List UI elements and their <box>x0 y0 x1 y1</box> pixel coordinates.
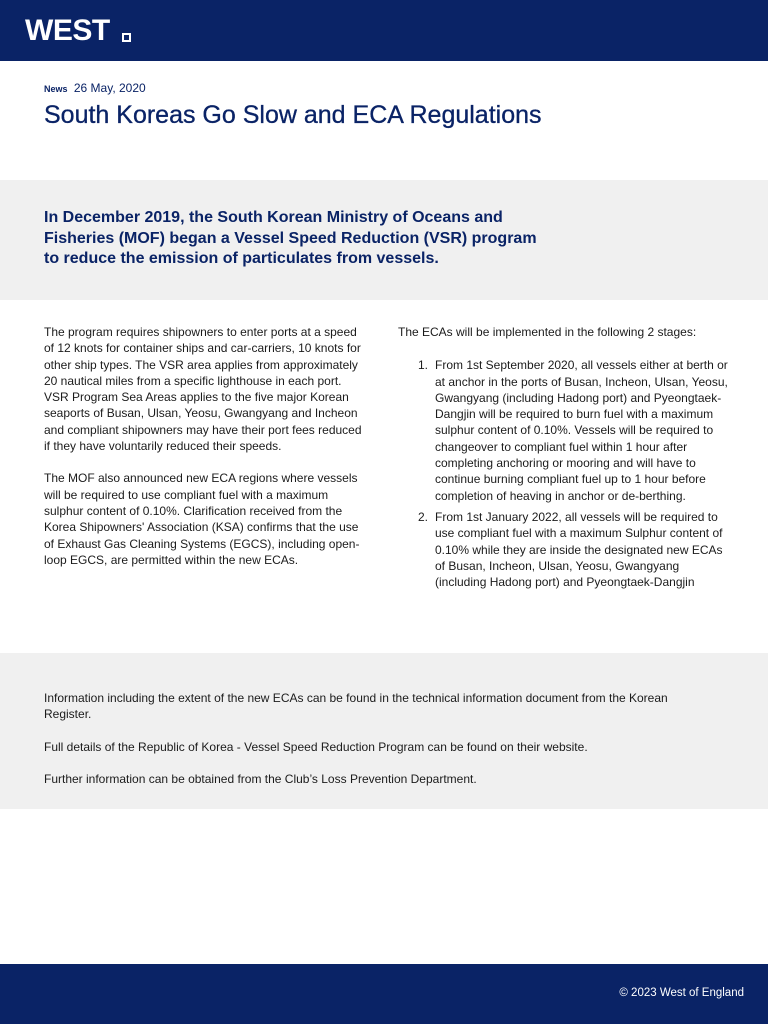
list-number: 2. <box>418 509 429 524</box>
article-category: News <box>44 84 68 94</box>
article-date: 26 May, 2020 <box>73 81 146 95</box>
info-section <box>0 653 768 809</box>
list-number: 1. <box>418 358 429 373</box>
article-meta <box>44 81 146 96</box>
site-header <box>0 0 768 61</box>
info-text <box>44 690 714 803</box>
info-paragraph: Information including the extent of the new ECAs can be found in the technical information document from the Korean Register. <box>44 691 668 722</box>
site-footer <box>0 964 768 1024</box>
intro-section <box>0 180 768 300</box>
list-item <box>398 357 728 504</box>
logo-square-mark <box>122 33 131 42</box>
stages-list <box>398 357 728 590</box>
info-paragraph: Further information can be obtained from the Club’s Loss Prevention Department. <box>44 771 477 786</box>
left-column <box>44 324 366 584</box>
stages-lead: The ECAs will be implemented in the following 2 stages: <box>398 325 697 339</box>
list-item-text: From 1st September 2020, all vessels either at berth or at anchor in the ports of Busan, Incheon, Ulsan, Yeosu, Gwangyang (including Hadong port) and Pyeongtaek-Dangjin will be required to burn fuel with a maximum sulphur content of 0.10%. Vessels will be required to changeover to compliant fuel within 1 hour after completing anchoring or mooring and will have to continue burning compliant fuel up to 1 hour before completion of heaving in anchor or de-berthing. <box>435 358 728 503</box>
copyright-text: © 2023 West of England <box>619 987 744 999</box>
body-paragraph: The MOF also announced new ECA regions where vessels will be required to use compliant fuel with a maximum sulphur content of 0.10%. Clarification received from the Korea Shipowners' Association (KSA) confirms that the use of Exhaust Gas Cleaning Systems (EGCS), including open-loop EGCS, are permitted within the new ECAs. <box>44 471 360 567</box>
info-paragraph: Full details of the Republic of Korea - Vessel Speed Reduction Program can be found on their website. <box>44 739 588 754</box>
west-logo[interactable]: WEST <box>25 14 110 47</box>
right-column <box>398 324 728 595</box>
page-title: South Koreas Go Slow and ECA Regulations <box>44 101 542 129</box>
list-item <box>398 509 728 590</box>
body-paragraph: The program requires shipowners to enter ports at a speed of 12 knots for container ships and car-carriers, 10 knots for other ship types. The VSR area applies from approximately 20 nautical miles from a specific lighthouse in each port. VSR Program Sea Areas applies to the five major Korean seaports of Busan, Ulsan, Yeosu, Gwangyang and Incheon and compliant shipowners may have their port fees reduced if they have voluntarily reduced their speeds. <box>44 325 362 454</box>
intro-text: In December 2019, the South Korean Ministry of Oceans and Fisheries (MOF) began a Vessel Speed Reduction (VSR) program to reduce the emission of particulates from vessels. <box>44 209 537 267</box>
list-item-text: From 1st January 2022, all vessels will be required to use compliant fuel with a maximum Sulphur content of 0.10% while they are inside the designated new ECAs of Busan, Incheon, Ulsan, Yeosu, Gwangyang (including Hadong port) and Pyeongtaek-Dangjin <box>435 509 723 590</box>
